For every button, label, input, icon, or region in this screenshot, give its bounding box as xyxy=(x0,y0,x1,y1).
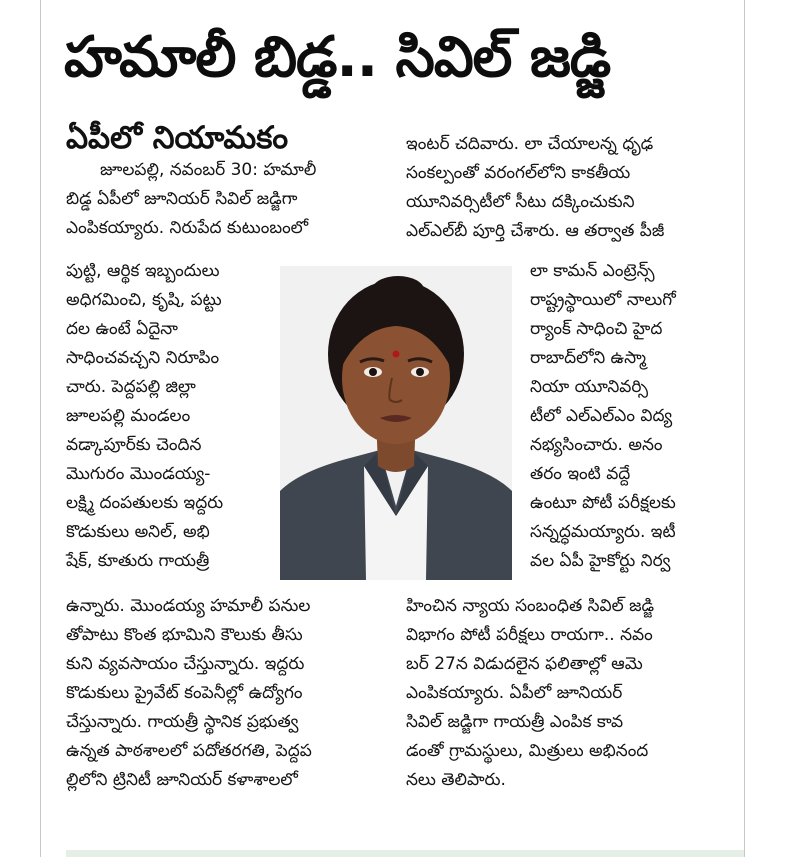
body-text-line: రాష్ట్రస్థాయిలో నాలుగో xyxy=(530,290,676,310)
body-text-line: లా కామన్ ఎంట్రెన్స్ xyxy=(530,261,655,281)
body-text-line: ల్లిలోని ట్రినిటీ జూనియర్ కళాశాలలో xyxy=(66,770,298,790)
body-text-line: రాబాద్‌లోని ఉస్మా xyxy=(530,348,646,368)
body-text-line: ఎంపికయ్యారు. ఏపీలో జూనియర్ xyxy=(406,683,623,703)
body-text-line: నలు తెలిపారు. xyxy=(406,770,506,790)
body-text-line: బర్ 27న విడుదలైన ఫలితాల్లో ఆమె xyxy=(406,654,643,674)
body-text-line: లక్ష్మి దంపతులకు ఇద్దరు xyxy=(66,493,224,513)
body-text-line: హించిన న్యాయ సంబంధిత సివిల్ జడ్జి xyxy=(406,596,655,616)
body-text-line: చేస్తున్నారు. గాయత్రీ స్థానిక ప్రభుత్వ xyxy=(66,712,299,732)
body-text-line: ఎల్ఎల్‌బీ పూర్తి చేశారు. ఆ తర్వాత పీజీ xyxy=(406,221,665,241)
portrait-photo xyxy=(280,266,512,580)
body-text-line: నియా యూనివర్సి xyxy=(530,377,649,397)
body-text-line: సాధించవచ్చని నిరూపిం xyxy=(66,348,220,368)
portrait-illustration xyxy=(280,266,512,580)
body-text-line: అధిగమించి, కృషి, పట్టు xyxy=(66,290,222,310)
body-text-line: యూనివర్సిటీలో సీటు దక్కించుకుని xyxy=(406,192,635,212)
body-text-line: ఉన్నారు. మొండయ్య హమాలీ పనుల xyxy=(66,596,311,616)
body-text-line: విభాగం పోటీ పరీక్షలు రాయగా.. నవం xyxy=(406,625,653,645)
body-text-line: తరం ఇంటి వద్దే xyxy=(530,464,631,484)
body-text-line: కుని వ్యవసాయం చేస్తున్నారు. ఇద్దరు xyxy=(66,654,305,674)
bottom-strip xyxy=(66,850,744,857)
body-text-line: వడ్కాపూర్‌కు చెందిన xyxy=(66,435,202,455)
body-text-line: కొడుకులు అనిల్, అభి xyxy=(66,522,210,542)
body-text-line: తోపాటు కొంత భూమిని కౌలుకు తీసు xyxy=(66,625,303,645)
body-text-line: చారు. పెద్దపల్లి జిల్లా xyxy=(66,377,196,397)
body-text-line: కొడుకులు ప్రైవేట్ కంపెనీల్లో ఉద్యోగం xyxy=(66,683,303,703)
body-text-line: వల ఏపీ హైకోర్టు నిర్వ xyxy=(530,551,671,571)
body-text-line: టీలో ఎల్ఎల్ఎం విద్య xyxy=(530,406,673,426)
body-text-line: ర్యాంక్ సాధించి హైద xyxy=(530,319,663,339)
body-text-line: జూలపల్లి మండలం xyxy=(66,406,191,426)
body-text-line: సంకల్పంతో వరంగల్‌లోని కాకతీయ xyxy=(406,163,631,183)
body-text-line: జూలపల్లి, నవంబర్ 30: హమాలీ xyxy=(100,160,317,180)
body-text-line: ఉంటూ పోటీ పరీక్షలకు xyxy=(530,493,676,513)
bindi xyxy=(393,351,400,358)
body-text-line: నభ్యసించారు. అనం xyxy=(530,435,663,455)
body-text-line: ఉన్నత పాఠశాలలో పదోతరగతి, పెద్దప xyxy=(66,741,312,761)
body-text-line: సన్నద్ధమయ్యారు. ఇటీ xyxy=(530,522,676,542)
page-border-right xyxy=(744,0,745,857)
article-subheading: ఏపీలో నియామకం xyxy=(66,120,289,156)
body-text-line: మొగురం మొండయ్య- xyxy=(66,464,211,484)
article-headline: హమాలీ బిడ్డ.. సివిల్ జడ్జి xyxy=(64,25,611,90)
body-text-line: షేక్, కూతురు గాయత్రీ xyxy=(66,551,210,571)
page-border-left xyxy=(40,0,41,857)
body-text-line: పుట్టి, ఆర్థిక ఇబ్బందులు xyxy=(66,261,220,281)
body-text-line: ఇంటర్ చదివారు. లా చేయాలన్న ధృఢ xyxy=(406,134,654,154)
body-text-line: బిడ్డ ఏపీలో జూనియర్ సివిల్ జడ్జిగా xyxy=(66,189,298,209)
body-text-line: డంతో గ్రామస్థులు, మిత్రులు అభినంద xyxy=(406,741,649,761)
body-text-line: ఎంపికయ్యారు. నిరుపేద కుటుంబంలో xyxy=(66,218,309,238)
body-text-line: సివిల్ జడ్జిగా గాయత్రీ ఎంపిక కావ xyxy=(406,712,624,732)
body-text-line: దల ఉంటే ఏదైనా xyxy=(66,319,178,339)
